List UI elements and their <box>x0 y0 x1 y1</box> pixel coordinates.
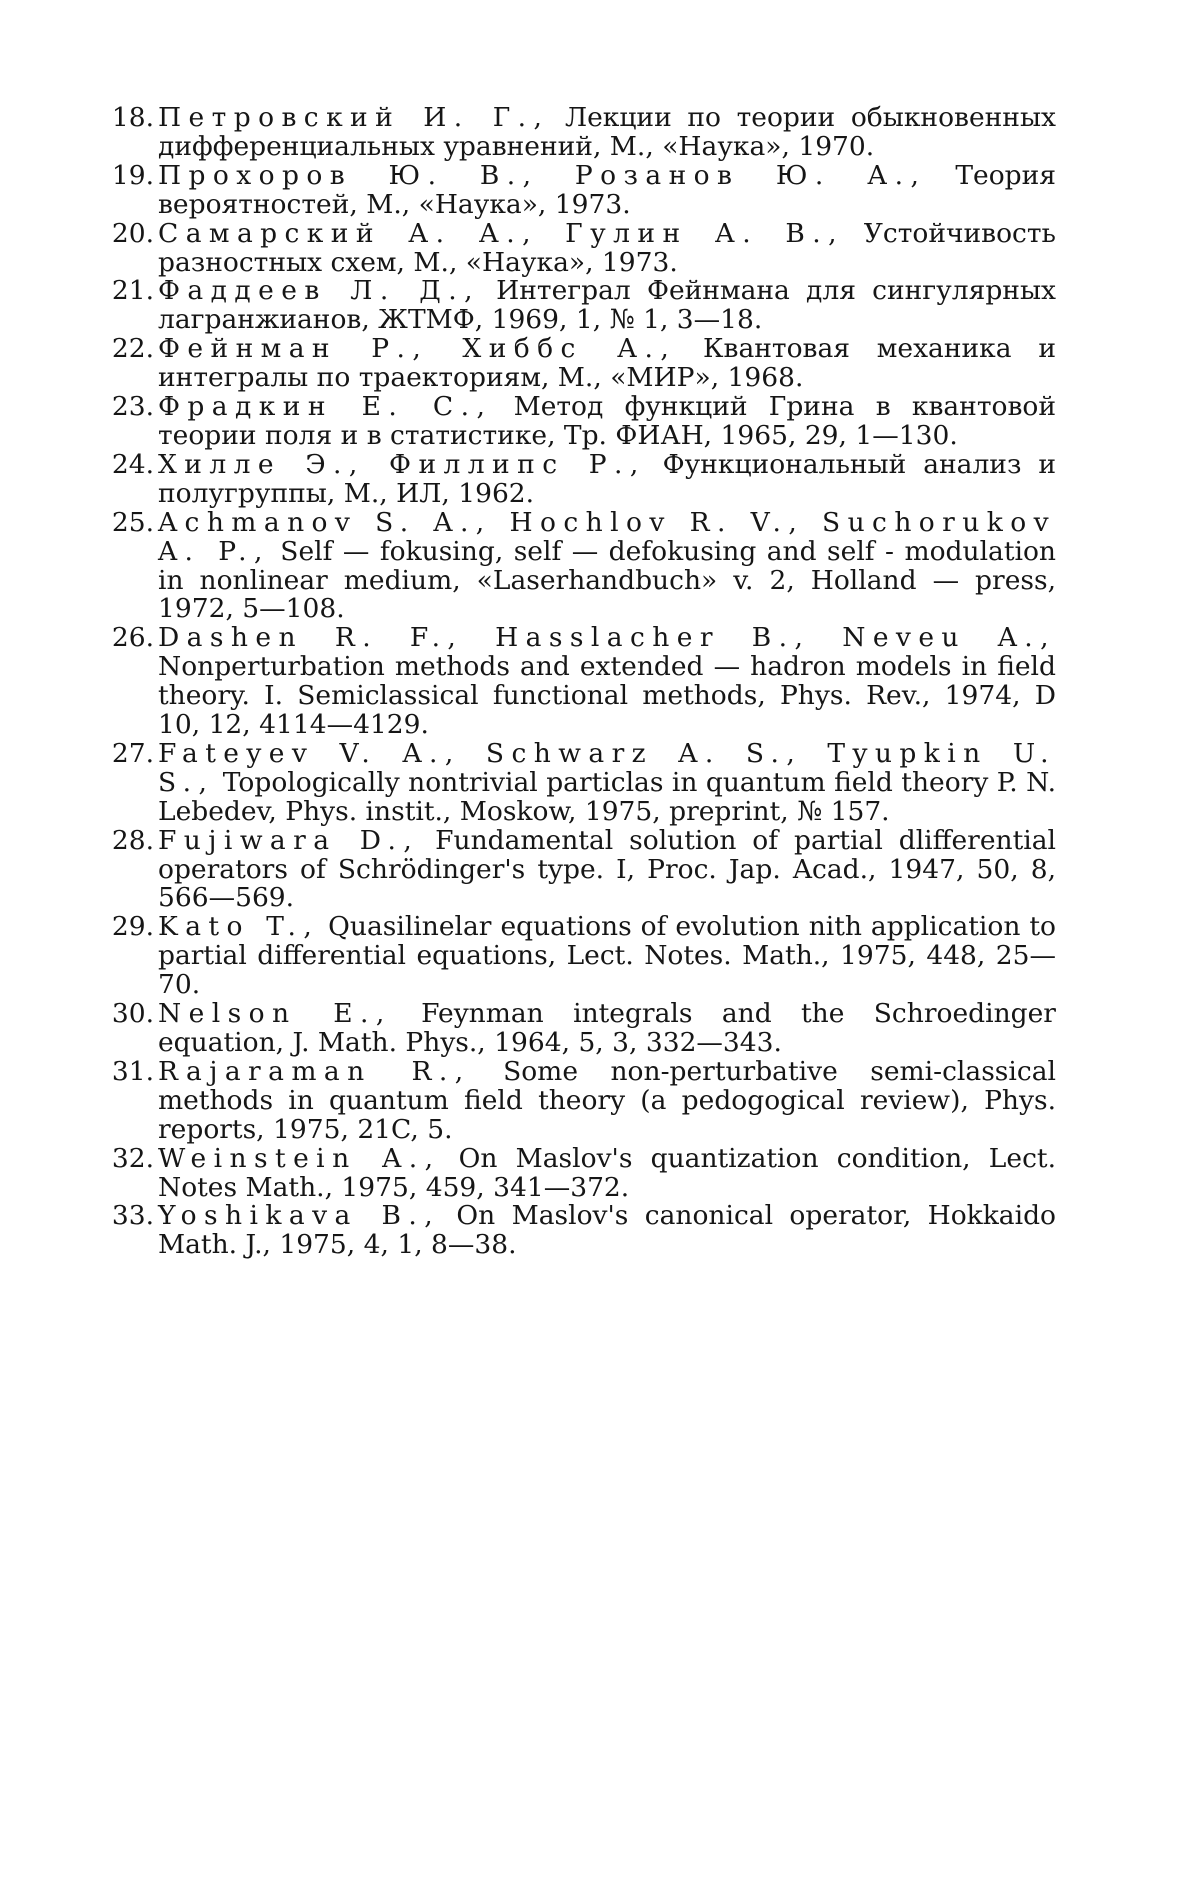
reference-text: Метод функций Грина в квантовой теории поля и в статистике, Тр. ФИАН, 1965, 29, 1—130. <box>158 391 1056 451</box>
reference-authors: Yoshikava B., <box>158 1200 441 1232</box>
reference-authors: Фаддеев Л. Д., <box>158 275 480 307</box>
reference-item <box>100 335 1056 393</box>
reference-item <box>100 104 1056 162</box>
reference-text: Интеграл Фейнмана для сингулярных лагранжианов, ЖТМФ, 1969, 1, № 1, 3—18. <box>158 275 1056 336</box>
reference-text: Feynman integrals and the Schroedinger equation, J. Math. Phys., 1964, 5, 3, 332—343. <box>158 998 1056 1058</box>
reference-text: Fundamental solution of partial dlifferential operators of Schrödinger's type. I, Proc. Jap. Acad., 1947, 50, 8, 566—569. <box>158 824 1056 914</box>
reference-item <box>100 1000 1056 1058</box>
reference-item <box>100 1202 1056 1260</box>
reference-text: Квантовая механика и интегралы по траекториям, М., «МИР», 1968. <box>158 333 1056 394</box>
reference-authors: Фейнман Р., Хиббс А., <box>158 333 677 365</box>
reference-item <box>100 1142 1056 1203</box>
reference-authors: Прохоров Ю. В., Розанов Ю. А., <box>158 159 927 191</box>
reference-authors: Achmanov S. A., Hochlov R. V., Suchorukov A. P., <box>158 506 1056 567</box>
reference-item <box>100 1055 1056 1145</box>
reference-text: Self — fokusing, self — defokusing and self - modulation in nonlinear medium, «Laserhandbuch» v. 2, Holland — press, 1972, 5—108. <box>158 535 1056 625</box>
reference-authors: Dashen R. F., Hasslacher B., Neveu A., <box>158 622 1056 654</box>
reference-text: Функциональный анализ и полугруппы, М., ИЛ, 1962. <box>158 448 1056 509</box>
reference-number: 32. <box>111 1142 154 1174</box>
reference-item <box>100 737 1056 827</box>
reference-number: 23. <box>111 391 154 423</box>
reference-number: 26. <box>111 622 154 654</box>
reference-number: 29. <box>111 911 154 943</box>
reference-authors: Weinstein A., <box>158 1142 441 1174</box>
reference-number: 33. <box>111 1200 154 1232</box>
reference-list <box>100 104 1056 1260</box>
reference-number: 25. <box>111 506 154 538</box>
reference-number: 20. <box>111 217 154 249</box>
reference-text: Устойчивость разностных схем, М., «Наука», 1973. <box>158 217 1056 278</box>
reference-item <box>100 824 1056 914</box>
reference-text: Some non-perturbative semi-classical methods in quantum field theory (a pedogogical review), Phys. reports, 1975, 21C, 5. <box>158 1055 1056 1145</box>
reference-item <box>100 277 1056 335</box>
reference-authors: Fujiwara D., <box>158 824 420 856</box>
reference-number: 31. <box>111 1055 154 1087</box>
reference-authors: Nelson E., <box>158 998 392 1030</box>
reference-number: 28. <box>111 824 154 856</box>
reference-number: 22. <box>111 333 154 365</box>
reference-item <box>100 448 1056 509</box>
reference-number: 24. <box>111 448 154 480</box>
reference-item <box>100 506 1056 625</box>
reference-authors: Фрадкин Е. С., <box>158 391 493 423</box>
reference-text: Topologically nontrivial particlas in quantum field theory P. N. Lebedev, Phys. instit., Moskow, 1975, preprint, № 157. <box>158 766 1056 827</box>
reference-authors: Самарский А. А., Гулин А. В., <box>158 217 844 249</box>
reference-text: Quasilinelar equations of evolution nith application to partial differential equations, Lect. Notes. Math., 1975, 448, 25—70. <box>158 911 1056 1001</box>
reference-item <box>100 624 1056 740</box>
reference-number: 21. <box>111 275 154 307</box>
reference-text: On Maslov's canonical operator, Hokkaido Math. J., 1975, 4, 1, 8—38. <box>158 1200 1056 1261</box>
reference-item <box>100 913 1056 1000</box>
reference-number: 18. <box>111 102 154 133</box>
reference-text: On Maslov's quantization condition, Lect. Notes Math., 1975, 459, 341—372. <box>158 1142 1056 1203</box>
reference-authors: Rajaraman R., <box>158 1055 471 1087</box>
reference-text: Nonperturbation methods and extended — hadron models in field theory. I. Semiclassical functional methods, Phys. Rev., 1974, D 10, 12, 4114—4129. <box>158 651 1056 741</box>
reference-number: 27. <box>111 737 154 769</box>
reference-item <box>100 217 1056 278</box>
reference-authors: Петровский И. Г., <box>158 102 550 133</box>
reference-authors: Хилле Э., Филлипс Р., <box>158 448 646 480</box>
reference-number: 30. <box>111 998 154 1030</box>
reference-authors: Fateyev V. A., Schwarz A. S., Tyupkin U. S., <box>158 737 1056 798</box>
reference-item <box>100 393 1056 451</box>
reference-item <box>100 159 1056 220</box>
reference-text: Теория вероятностей, М., «Наука», 1973. <box>158 159 1056 220</box>
reference-number: 19. <box>111 159 154 191</box>
reference-authors: Kato T., <box>158 911 320 943</box>
reference-text: Лекции по теории обыкновенных дифференциальных уравнений, М., «Наука», 1970. <box>158 102 1056 162</box>
